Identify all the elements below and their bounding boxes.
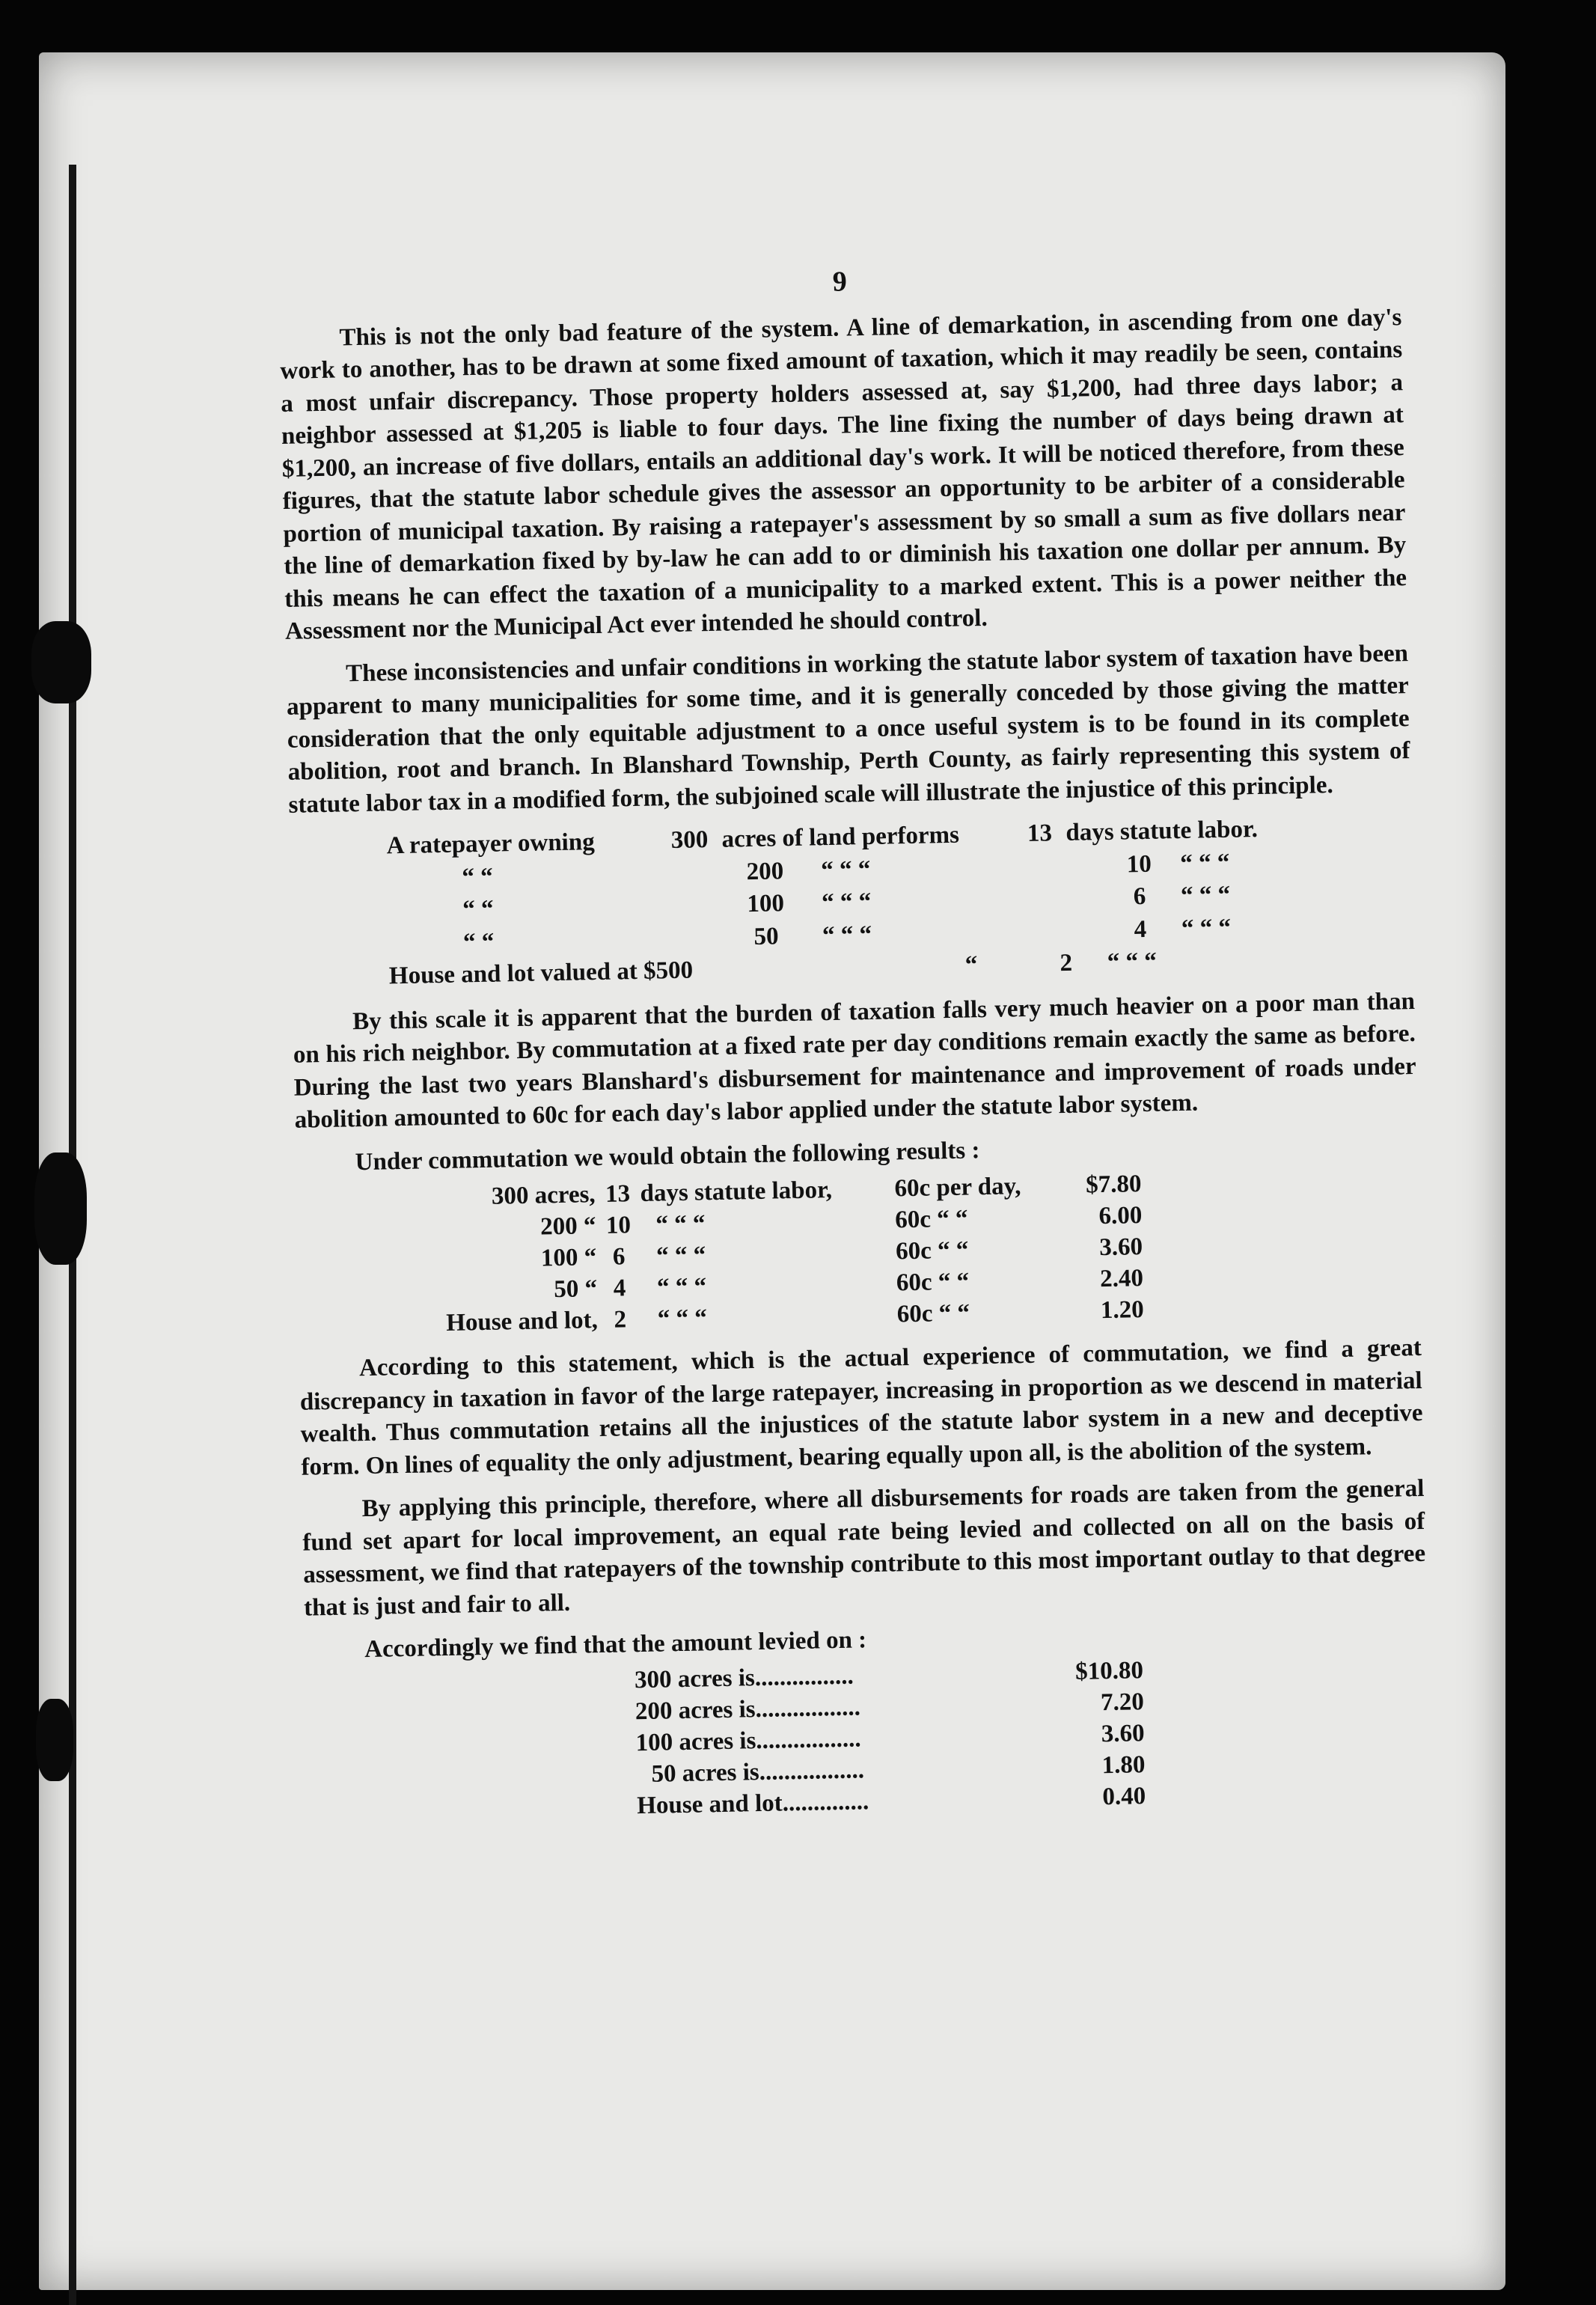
table-cell: 60c “ “: [895, 1205, 968, 1234]
table-cell: 60c “ “: [896, 1268, 970, 1297]
table-cell: 300 acres,: [491, 1181, 596, 1210]
table-cell: 13: [1027, 819, 1053, 847]
torn-edge-mark: [36, 1699, 73, 1781]
table-cell: 300 acres is................: [634, 1662, 854, 1694]
table-cell: “ “ “: [1180, 881, 1231, 909]
table-cell: “ “: [462, 928, 495, 956]
table-cell: 60c “ “: [896, 1299, 970, 1328]
paragraph-3: By this scale it is apparent that the burden of taxation falls very much heavier on a poor man than on his rich neighbor. By commutation at a fixed rate per day conditions remain exactly the same as before. During the last two years Blanshard's disbursement for maintenance and improvement of roads under abolition amounted to 60c for each day's labor applied under the statute labor system.: [293, 987, 1416, 1134]
table-cell: “ “ “: [655, 1242, 706, 1270]
table-cell: “ “ “: [1181, 914, 1232, 942]
table-cell: 1.20: [1100, 1296, 1145, 1325]
table-cell: House and lot valued at $500: [388, 956, 694, 990]
table-cell: 60c per day,: [894, 1173, 1021, 1203]
table-cell: 200: [746, 857, 784, 885]
table-cell: 4: [613, 1274, 626, 1302]
document-page: [39, 52, 1505, 2290]
table-cell: days statute labor.: [1065, 816, 1259, 846]
table-cell: 4: [1134, 915, 1147, 943]
table-cell: 0.40: [1102, 1782, 1146, 1810]
table-cell: 100: [747, 890, 785, 918]
table-cell: 3.60: [1099, 1233, 1143, 1262]
table-cell: 60c “ “: [895, 1236, 969, 1266]
paragraph-1: This is not the only bad feature of the system. A line of demarkation, in ascending from one day's work to another, has to be drawn at some fixed amount of taxation, which it may readily be seen, contains a most unfair discrepancy. Those property holders assessed at, say $1,200, had three days labor; a neighbor assessed at $1,205 is liable to four days. The line fixing the number of days being drawn at $1,200, an increase of five dollars, entails an additional day's work. It will be noticed therefore, from these figures, that the statute labor schedule gives the assessor an opportunity to be arbiter of a considerable portion of municipal taxation. By raising a ratepayer's assessment by so small a sum as five dollars near the line of demarkation fixed by by-law he can add to or diminish his taxation one dollar per annum. By this means he can effect the taxation of a municipality to a marked extent. This is a power neither the Assessment nor the Municipal Act ever intended he should control.: [280, 303, 1407, 645]
table-cell: $10.80: [1074, 1656, 1144, 1685]
table-cell: “ “: [462, 863, 494, 891]
table-cell: 100 acres is.................: [635, 1724, 861, 1756]
torn-edge-mark: [34, 1152, 87, 1265]
table-cell: 50: [753, 922, 779, 950]
table-cell: “ “ “: [1107, 947, 1158, 976]
table-cell: 2: [614, 1306, 627, 1334]
paragraph-5: According to this statement, which is the actual experience of commutation, we find a great discrepancy in taxation in favor of the large ratepayer, increasing in proportion as we descend in material wealth. Thus commutation retains all the injustices of the statute labor system in a new and deceptive form. On lines of equality the only adjustment, bearing equally upon all, is the abolition of the system.: [299, 1334, 1423, 1481]
table-cell: “ “ “: [656, 1273, 707, 1301]
paragraph-6: By applying this principle, therefore, where all disbursements for roads are taken from the general fund set apart for local improvement, an equal rate being levied and collected on all on the basis of assessment, we find that ratepayers of the township contribute to this most important outlay to that degree that is just and fair to all.: [302, 1474, 1426, 1622]
page-content: [278, 255, 1431, 1828]
table-cell: 100 “: [540, 1244, 597, 1272]
table-cell: “ “: [462, 895, 494, 923]
paragraph-2: These inconsistencies and unfair conditions in working the statute labor system of taxation have been apparent to many municipalities for some time, and it is generally conceded by those giving the matter consideration that the only equitable adjustment to a once useful system is to be found in its complete abolition, root and branch. In Blanshard Township, Perth County, as fairly representing this system of statute labor tax in a modified form, the subjoined scale will illustrate the injustice of this principle.: [286, 639, 1410, 819]
table-cell: “ “ “: [822, 921, 872, 949]
levy-table: [305, 1649, 1431, 1828]
table-cell: 2.40: [1099, 1265, 1144, 1293]
commutation-table: [296, 1163, 1421, 1342]
statute-labor-scale-table: [289, 810, 1414, 995]
paragraph-7: Accordingly we find that the amount levied on :: [364, 1626, 867, 1664]
table-cell: “: [964, 951, 978, 979]
table-cell: 200 acres is.................: [635, 1693, 861, 1725]
table-cell: $7.80: [1085, 1170, 1142, 1199]
table-cell: “ “ “: [821, 855, 871, 884]
torn-edge-mark: [31, 621, 91, 703]
table-cell: 6.00: [1098, 1202, 1143, 1230]
table-cell: days statute labor,: [640, 1176, 833, 1207]
table-cell: “ “ “: [657, 1304, 708, 1333]
page-number: 9: [832, 266, 848, 298]
table-cell: 6: [1133, 882, 1146, 911]
table-cell: 50 “: [553, 1275, 598, 1304]
table-cell: 200 “: [539, 1212, 596, 1241]
table-cell: acres of land performs: [721, 821, 960, 853]
table-cell: House and lot..............: [636, 1787, 869, 1819]
table-cell: 6: [612, 1243, 626, 1271]
table-cell: 10: [1126, 850, 1152, 878]
table-cell: 10: [605, 1212, 632, 1239]
table-cell: “ “ “: [1179, 849, 1230, 877]
table-cell: House and lot,: [445, 1307, 599, 1337]
table-cell: 3.60: [1101, 1719, 1145, 1747]
table-cell: 13: [605, 1180, 631, 1208]
table-cell: “ “ “: [655, 1210, 706, 1239]
table-cell: “ “ “: [821, 888, 872, 917]
paragraph-4: Under commutation we would obtain the following results :: [355, 1136, 980, 1176]
table-cell: A ratepayer owning: [386, 828, 595, 860]
table-cell: 50 acres is.................: [651, 1756, 865, 1788]
table-cell: 7.20: [1100, 1688, 1145, 1716]
table-cell: 1.80: [1101, 1750, 1146, 1779]
table-cell: 2: [1060, 949, 1073, 977]
table-cell: 300: [670, 826, 709, 855]
